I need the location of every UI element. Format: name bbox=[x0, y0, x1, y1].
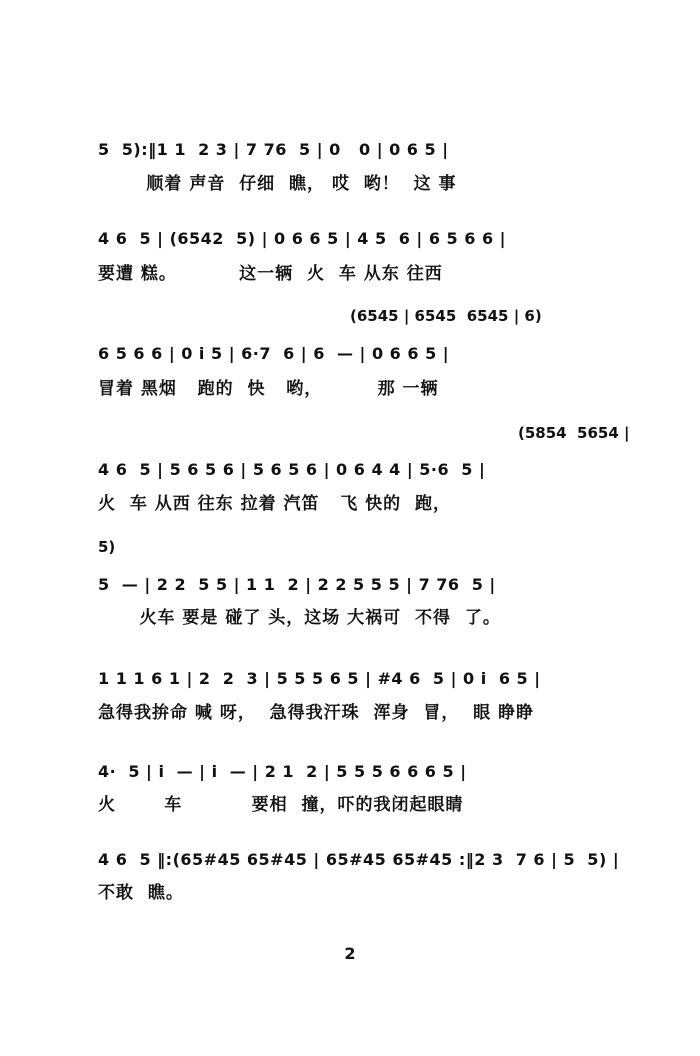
system-2-notes: 4 6 5 | (6542 5) | 0 6 6 5 | 4 5 6 | 6 5 6 6 | bbox=[98, 229, 506, 248]
system-3-lyrics: 冒着 黑烟 跑的 快 哟， 那 一辆 bbox=[98, 379, 439, 399]
system-6-lyrics: 急得我拚命 喊 呀， 急得我汗珠 浑身 冒， 眼 睁睁 bbox=[98, 703, 535, 723]
system-5-lyrics: 火车 要是 碰了 头，这场 大祸可 不得 了。 bbox=[98, 608, 501, 628]
system-4-lyrics: 火 车 从西 往东 拉着 汽笛 飞 快的 跑， bbox=[98, 494, 452, 514]
system-8-lyrics: 不敢 瞧。 bbox=[98, 883, 184, 903]
system-5-interlude: 5) bbox=[98, 538, 116, 556]
system-1-notes: 5 5):‖1 1 2 3 | 7 76 5 | 0 0 | 0 6 5 | bbox=[98, 140, 449, 159]
system-3-interlude: (6545 | 6545 6545 | 6) bbox=[350, 307, 542, 325]
system-1-lyrics: 顺着 声音 仔细 瞧， 哎 哟！ 这 事 bbox=[98, 174, 457, 194]
system-4-interlude: (5854 5654 | bbox=[518, 424, 630, 442]
system-7-notes: 4· 5 | i — | i — | 2 1 2 | 5 5 5 6 6 6 5 | bbox=[98, 762, 467, 781]
system-4-notes: 4 6 5 | 5 6 5 6 | 5 6 5 6 | 0 6 4 4 | 5·6 5 | bbox=[98, 460, 486, 479]
system-2-lyrics: 要遭 糕。 这一辆 火 车 从东 往西 bbox=[98, 264, 443, 284]
system-8-notes: 4 6 5 ‖:(65#45 65#45 | 65#45 65#45 :‖2 3 7 6 | 5 5) | bbox=[98, 850, 620, 869]
system-6-notes: 1 1 1 6 1 | 2 2 3 | 5 5 5 6 5 | #4 6 5 | 0 i 6 5 | bbox=[98, 669, 541, 688]
system-7-lyrics: 火 车 要相 撞，吓的我闭起眼睛 bbox=[98, 795, 464, 815]
system-3-notes: 6 5 6 6 | 0 i 5 | 6·7 6 | 6 — | 0 6 6 5 | bbox=[98, 344, 450, 363]
system-5-notes: 5 — | 2 2 5 5 | 1 1 2 | 2 2 5 5 5 | 7 76 5 | bbox=[98, 575, 496, 594]
page-number: 2 bbox=[344, 944, 356, 963]
